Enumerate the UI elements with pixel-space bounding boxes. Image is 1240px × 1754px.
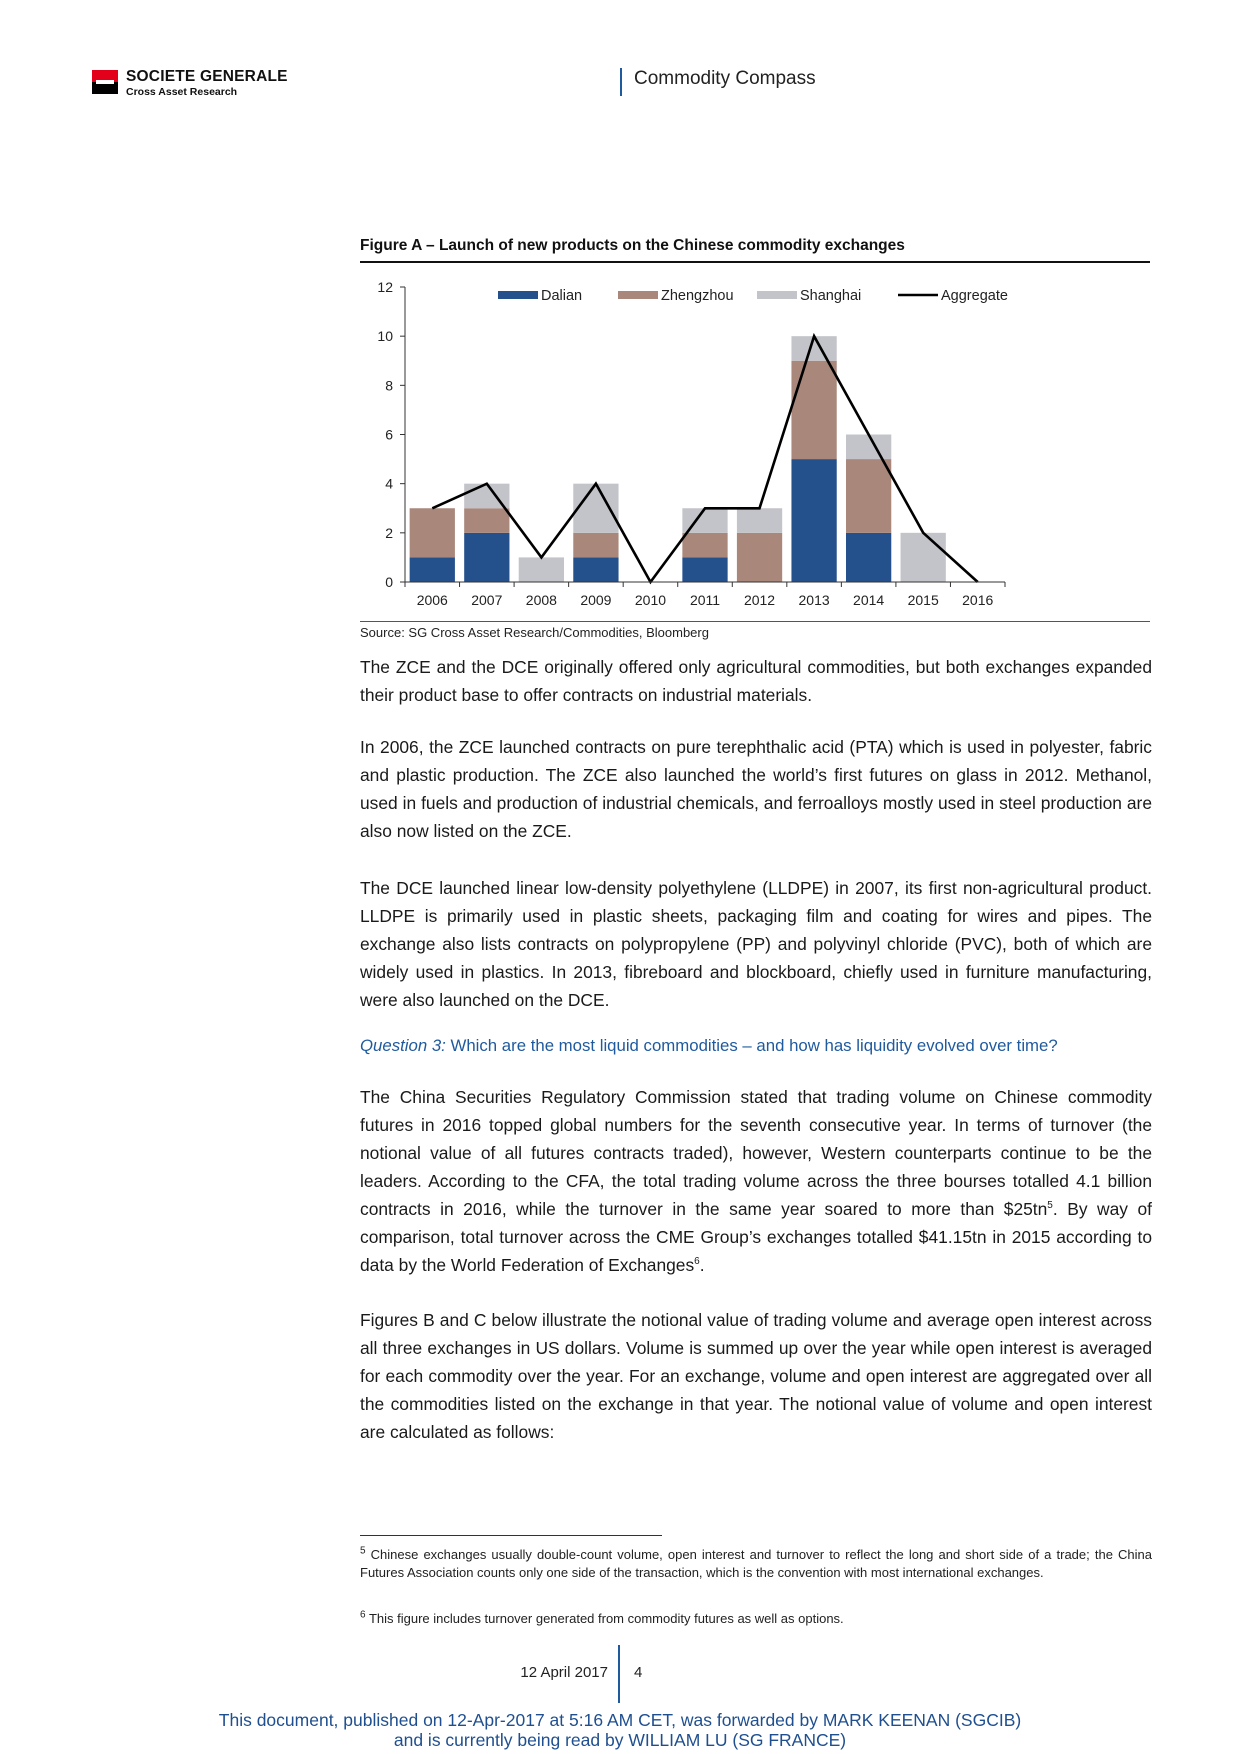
bar-zhengzhou-2011 (682, 533, 727, 558)
paragraph-3: The DCE launched linear low-density polyethylene (LLDPE) in 2007, its first non-agricultural product. LLDPE is primarily used in plastic sheets, packaging film and coating for wires and pipes. The exchange also lists contracts on polypropylene (PP) and polyvinyl chloride (PVC), both of which are widely used in plastics. In 2013, fibreboard and blockboard, chiefly used in furniture manufacturing, were also launched on the DCE. (360, 878, 1152, 1010)
brand-logo-mark (92, 70, 118, 94)
bar-zhengzhou-2012 (737, 533, 782, 582)
question-label: Question 3: (360, 1036, 446, 1055)
bar-shanghai-2012 (737, 508, 782, 533)
footnote-6-text: This figure includes turnover generated from commodity futures as well as options. (365, 1611, 844, 1626)
figure-title: Figure A – Launch of new products on the Chinese commodity exchanges (360, 237, 905, 254)
forwarding-line-2: and is currently being read by WILLIAM LU (SG FRANCE) (393, 1730, 847, 1750)
bar-shanghai-2014 (846, 435, 891, 460)
x-tick-label-2007: 2007 (471, 592, 503, 608)
y-tick-label-0: 0 (385, 574, 393, 590)
legend-label-shanghai: Shanghai (800, 288, 862, 304)
brand-logo (92, 68, 322, 98)
page-number: 4 (634, 1664, 643, 1681)
stacked-bar-chart (360, 265, 1150, 617)
figure-source: Source: SG Cross Asset Research/Commodities, Bloomberg (360, 625, 709, 640)
footnote-divider (360, 1535, 662, 1536)
y-tick-label-12: 12 (377, 279, 393, 295)
bar-shanghai-2009 (573, 484, 618, 533)
bar-dalian-2013 (791, 459, 836, 582)
x-tick-label-2006: 2006 (416, 592, 448, 608)
bar-zhengzhou-2013 (791, 361, 836, 459)
x-tick-label-2016: 2016 (962, 592, 994, 608)
y-tick-label-6: 6 (385, 426, 393, 443)
bar-zhengzhou-2014 (846, 459, 891, 533)
y-tick-label-4: 4 (385, 475, 393, 492)
figure-bottom-rule (360, 621, 1150, 622)
bar-dalian-2009 (573, 557, 618, 582)
x-tick-label-2013: 2013 (798, 592, 830, 608)
y-tick-label-8: 8 (385, 377, 393, 394)
paragraph-2: In 2006, the ZCE launched contracts on pure terephthalic acid (PTA) which is used in polyester, fabric and plastic production. The ZCE also launched the world’s first futures on glass in 2012. Methanol, used in fuels and production of industrial chemicals, and ferroalloys mostly used in steel production are also now listed on the ZCE. (360, 737, 1152, 841)
header-divider (620, 68, 622, 96)
x-tick-label-2012: 2012 (743, 592, 776, 608)
paragraph-4-part-c: . (699, 1255, 705, 1275)
bar-dalian-2006 (410, 557, 455, 582)
x-tick-label-2009: 2009 (580, 592, 612, 608)
footnote-5-number: 5 (360, 1545, 366, 1557)
brand-subtitle: Cross Asset Research (126, 86, 238, 98)
footnote-ref-6: 6 (694, 1256, 700, 1268)
bar-zhengzhou-2009 (573, 533, 618, 558)
footnote-ref-5: 5 (1047, 1200, 1053, 1212)
footnote-6 (360, 1610, 1152, 1628)
x-tick-label-2015: 2015 (907, 592, 939, 608)
legend-label-zhengzhou: Zhengzhou (661, 288, 734, 304)
y-tick-label-2: 2 (385, 524, 393, 541)
question-heading (360, 1035, 1152, 1056)
bar-shanghai-2015 (901, 533, 946, 582)
legend-swatch-dalian (498, 291, 538, 299)
footnote-6-number: 6 (360, 1609, 366, 1621)
figure-top-rule (360, 261, 1150, 263)
y-tick-label-10: 10 (377, 328, 393, 345)
paragraph-4-part-b: . By way of comparison, total turnover across the CME Group’s exchanges totalled $41.15tn in 2015 according to data by the World Federation of Exchanges (360, 1199, 1152, 1275)
legend-swatch-zhengzhou (618, 291, 658, 299)
x-tick-label-2008: 2008 (525, 592, 557, 608)
forwarding-line-1: This document, published on 12-Apr-2017 at 5:16 AM CET, was forwarded by MARK KEENAN (SGCIB) (218, 1710, 1022, 1730)
question-text: Which are the most liquid commodities – and how has liquidity evolved over time? (445, 1036, 1058, 1055)
legend-label-dalian: Dalian (541, 288, 583, 304)
publication-title: Commodity Compass (634, 68, 816, 89)
legend-label-aggregate: Aggregate (941, 288, 1008, 304)
x-tick-label-2014: 2014 (853, 592, 885, 608)
bar-dalian-2007 (464, 533, 509, 582)
footnote-5 (360, 1546, 1152, 1582)
bar-zhengzhou-2007 (464, 508, 509, 533)
footnote-5-text: Chinese exchanges usually double-count volume, open interest and turnover to reflect the long and short side of a trade; the China Futures Association counts only one side of the transaction, which is the convention with most international exchanges. (360, 1547, 1152, 1580)
bar-shanghai-2008 (519, 557, 564, 582)
x-tick-label-2010: 2010 (634, 592, 667, 608)
footer-date: 12 April 2017 (520, 1664, 608, 1681)
forwarding-notice (0, 1710, 1240, 1750)
paragraph-4-part-a: The China Securities Regulatory Commission stated that trading volume on Chinese commodity futures in 2016 topped global numbers for the seventh consecutive year. In terms of turnover (the notional value of all futures contracts traded), however, Western counterparts continue to be the leaders. According to the CFA, the total trading volume across the three bourses totalled 4.1 billion contracts in 2016, while the turnover in the same year soared to more than $25tn (360, 1087, 1152, 1219)
brand-name: SOCIETE GENERALE (126, 68, 288, 85)
legend-swatch-shanghai (757, 291, 797, 299)
bar-zhengzhou-2006 (410, 508, 455, 557)
paragraph-4 (360, 1083, 1152, 1279)
x-tick-label-2011: 2011 (689, 592, 721, 608)
bar-dalian-2011 (682, 557, 727, 582)
bar-dalian-2014 (846, 533, 891, 582)
paragraph-5: Figures B and C below illustrate the notional value of trading volume and average open interest across all three exchanges in US dollars. Volume is summed up over the year while open interest is averaged for each commodity over the year. For an exchange, volume and open interest are aggregated over all the commodities listed on the exchange in that year. The notional value of volume and open interest are calculated as follows: (360, 1310, 1152, 1442)
paragraph-1: The ZCE and the DCE originally offered only agricultural commodities, but both exchanges expanded their product base to offer contracts on industrial materials. (360, 657, 1152, 705)
footer-divider (618, 1645, 620, 1703)
